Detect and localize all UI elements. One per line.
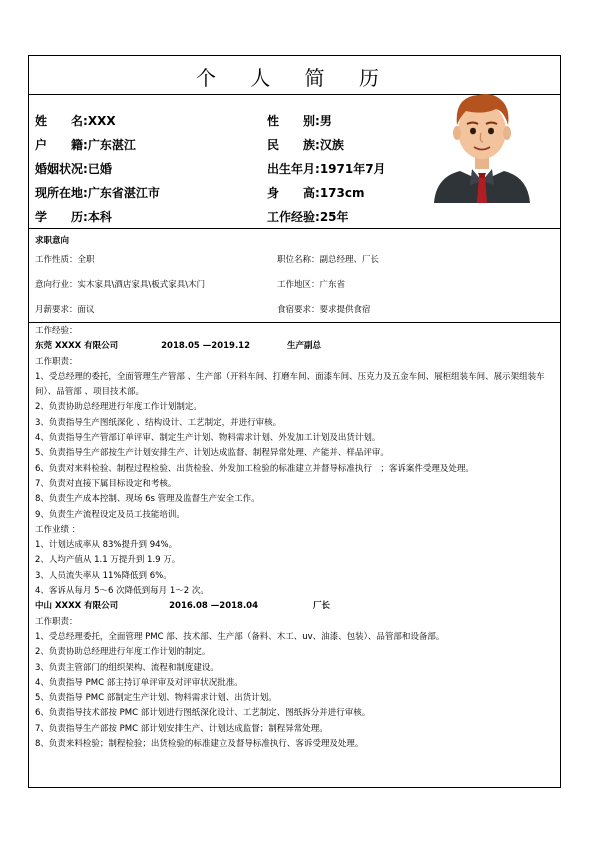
duty-item: 5、负责指导 PMC 部制定生产计划、物料需求计划、出货计划。: [35, 693, 277, 704]
avatar: [432, 73, 532, 203]
result-item: 4、客诉从每月 5～6 次降低到每月 1～2 次。: [35, 586, 209, 597]
education-field: 学 历:本科: [35, 210, 112, 224]
job1-duties-label: 工作职责：: [35, 356, 78, 367]
experience-heading: 工作经验：: [35, 326, 78, 336]
page-title: 个 人 简 历: [195, 66, 394, 90]
duty-item: 1、受总经理的委托，全面管理生产管部 、生产部（开料车间、打磨车间、面漆车间、压克力及五金车间、展柜组装车间、展示架组装车间）、品管部 、项目技术部。: [35, 371, 545, 398]
location-field: 现所在地:广东省湛江市: [35, 186, 160, 200]
duty-item: 2、负责协助总经理进行年度工作计划制定。: [35, 402, 202, 413]
marital-field: 婚姻状况:已婚: [35, 162, 112, 176]
resume-frame: [28, 55, 561, 788]
duty-item: 7、负责对直接下属目标设定和考核。: [35, 478, 177, 489]
job1-company: 东莞 XXXX 有限公司: [35, 341, 119, 352]
duty-item: 5、负责指导生产部按生产计划安排生产、计划达成监督、制程异常处理、产能并、样品评审。: [35, 448, 389, 459]
job-salary: 月薪要求：面议: [35, 305, 95, 315]
duty-item: 8、负责生产成本控制、现场 6s 管理及监督生产安全工作。: [35, 494, 260, 505]
duty-item: 4、负责指导生产管部订单评审、制定生产计划、物料需求计划、外发加工计划及出货计划。: [35, 433, 381, 444]
duty-item: 8、负责来料检验；制程检验；出货检验的标准建立及督导标准执行、客诉受理及处理。: [35, 739, 364, 750]
job-industry: 意向行业：实木家具\酒店家具\板式家具\木门: [35, 280, 206, 290]
duty-item: 1、受总经理委托，全面管理 PMC 部、技术部、生产部（备料、木工、uv、油漆、包装）、品管部和设备部。: [35, 631, 445, 642]
job-region: 工作地区：广东省: [277, 280, 346, 290]
divider: [29, 228, 560, 229]
job-intent-heading: 求职意向: [35, 236, 70, 246]
job-housing: 食宿要求：要求提供食宿: [277, 305, 371, 315]
duty-item: 6、负责指导技术部按 PMC 部计划进行图纸深化设计、工艺制定、图纸拆分并进行审核。: [35, 708, 371, 719]
job2-company: 中山 XXXX 有限公司: [35, 601, 119, 612]
hukou-field: 户 籍:广东湛江: [35, 138, 136, 152]
duty-item: 3、负责指导生产图纸深化 、结构设计、工艺制定，并进行审核。: [35, 417, 282, 428]
duty-item: 4、负责指导 PMC 部主持订单评审及对评审状况批准。: [35, 677, 243, 688]
result-item: 2、人均产值从 1.1 万提升到 1.9 万。: [35, 555, 181, 566]
divider: [29, 322, 560, 323]
experience-field: 工作经验:25年: [267, 210, 349, 224]
duty-item: 9、负责生产流程设定及员工技能培训。: [35, 509, 185, 520]
result-item: 1、计划达成率从 83%提升到 94%。: [35, 540, 178, 551]
job1-results-label: 工作业绩 ：: [35, 524, 81, 535]
work-experience-section: [35, 324, 555, 752]
job2-header: [35, 599, 555, 614]
job2-duties-label: 工作职责：: [35, 616, 78, 627]
job2-period: 2016.08 —2018.04: [169, 601, 258, 612]
ethnic-field: 民 族:汉族: [267, 138, 344, 152]
result-item: 3、人员流失率从 11%降低到 6%。: [35, 570, 172, 581]
job1-role: 生产副总: [286, 341, 321, 352]
duty-item: 6、负责对来料检验、制程过程检验、出货检验、外发加工检验的标准建立并督导标准执行 ；客诉案件受理及处理。: [35, 463, 474, 474]
birth-field: 出生年月:1971年7月: [267, 162, 386, 176]
job1-period: 2018.05 —2019.12: [161, 341, 250, 352]
name-field: 姓 名:XXX: [35, 114, 116, 128]
job-nature: 工作性质：全职: [35, 255, 95, 265]
job1-header: [35, 339, 555, 354]
job2-role: 厂长: [312, 601, 330, 612]
job-position: 职位名称：副总经理、厂长: [277, 255, 380, 265]
height-field: 身 高:173cm: [267, 186, 365, 200]
gender-field: 性 别:男: [267, 114, 332, 128]
duty-item: 3、负责主管部门的组织架构、流程和制度建设。: [35, 662, 219, 673]
duty-item: 7、负责指导生产部按 PMC 部计划安排生产、计划达成监督；制程异常处理。: [35, 723, 328, 734]
duty-item: 2、负责协助总经理进行年度工作计划的制定。: [35, 647, 211, 658]
